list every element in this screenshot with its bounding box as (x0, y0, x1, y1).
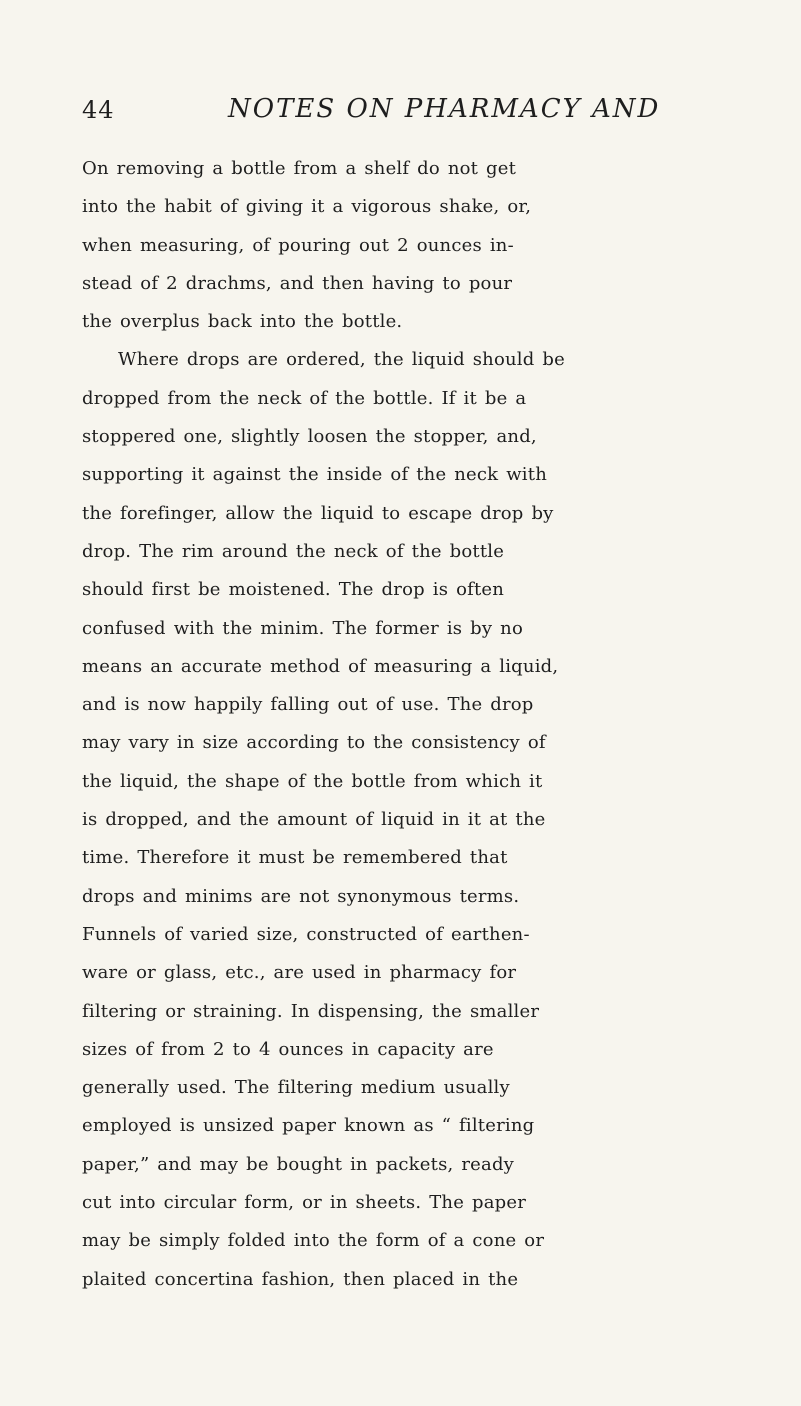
text-line: plaited concertina fashion, then placed in the (82, 1268, 519, 1290)
text-line: supporting it against the inside of the neck with (82, 464, 547, 486)
text-line: cut into circular form, or in sheets. The paper (82, 1192, 527, 1214)
page-number: 44 (82, 96, 115, 124)
text-line: stoppered one, slightly loosen the stopper, and, (82, 426, 537, 448)
text-line: filtering or straining. In dispensing, the smaller (82, 1000, 540, 1022)
text-line: is dropped, and the amount of liquid in it at the (82, 809, 546, 831)
text-line: paper,” and may be bought in packets, ready (82, 1153, 515, 1175)
text-line: means an accurate method of measuring a liquid, (82, 655, 559, 677)
text-line: time. Therefore it must be remembered that (82, 847, 508, 869)
text-line: Funnels of varied size, constructed of earthen- (82, 923, 530, 945)
text-line: into the habit of giving it a vigorous shake, or, (82, 196, 532, 218)
text-line: the liquid, the shape of the bottle from which it (82, 770, 543, 792)
text-line: dropped from the neck of the bottle. If it be a (82, 387, 527, 409)
text-line: and is now happily falling out of use. The drop (82, 694, 534, 716)
text-line: the forefinger, allow the liquid to escape drop by (82, 502, 554, 524)
text-line: drops and minims are not synonymous terms. (82, 885, 520, 907)
text-line: sizes of from 2 to 4 ounces in capacity are (82, 1038, 494, 1060)
text-line: may be simply folded into the form of a cone or (82, 1230, 545, 1252)
text-line: may vary in size according to the consistency of (82, 732, 546, 754)
running-head: NOTES ON PHARMACY AND (228, 94, 661, 124)
text-line: drop. The rim around the neck of the bottle (82, 540, 505, 562)
text-line: On removing a bottle from a shelf do not get (82, 158, 517, 179)
body-text (82, 150, 801, 1299)
text-line: should first be moistened. The drop is often (82, 579, 505, 601)
text-line: employed is unsized paper known as “ filtering (82, 1115, 535, 1137)
text-line: confused with the minim. The former is by no (82, 617, 523, 639)
text-line: when measuring, of pouring out 2 ounces in- (82, 234, 514, 256)
text-line: the overplus back into the bottle. (82, 311, 403, 333)
text-line: generally used. The filtering medium usually (82, 1077, 510, 1099)
text-line: stead of 2 drachms, and then having to pour (82, 272, 513, 294)
text-line: ware or glass, etc., are used in pharmacy for (82, 962, 517, 984)
text-line: Where drops are ordered, the liquid should be (118, 349, 565, 371)
